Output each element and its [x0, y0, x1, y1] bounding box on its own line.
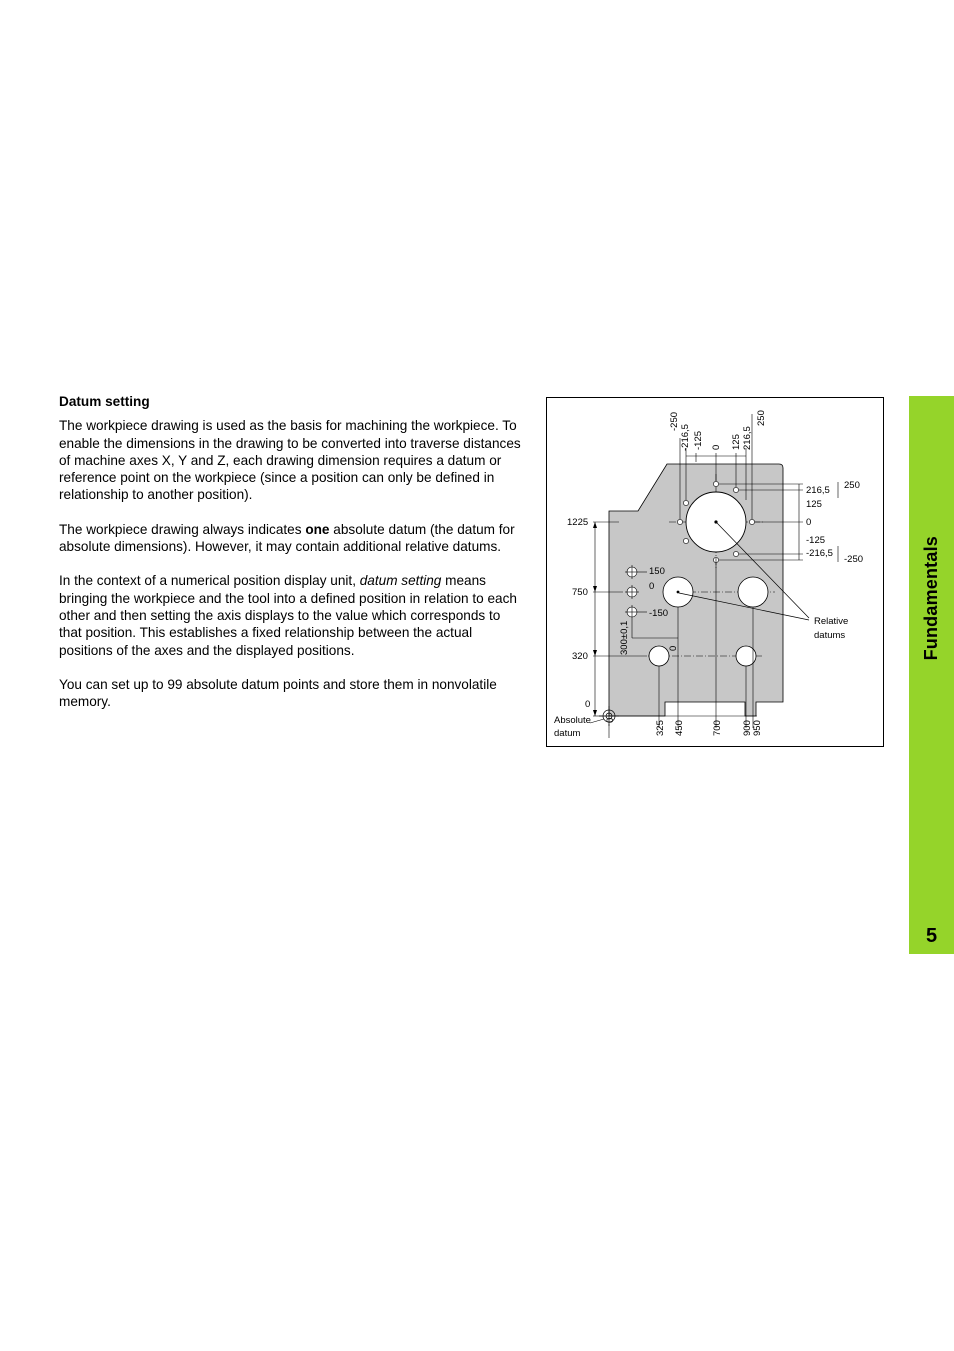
relative-datums-label-1: Relative	[814, 616, 849, 627]
top-label-m250: -250	[669, 411, 680, 431]
small-holes	[625, 565, 639, 619]
absolute-datum-label-2: datum	[554, 728, 581, 739]
x-label-950: 950	[752, 720, 763, 736]
paragraph-3-end: means bringing the workpiece and the tool into a defined position in relation to each other and then setting the axis displays to the value which corresponds to that position. This establishes a fixed relationship between the actual positions of the axes and the displayed positions.	[59, 573, 517, 658]
chapter-label: Fundamentals	[920, 536, 941, 661]
paragraph-2-start: The workpiece drawing always indicates	[59, 521, 306, 537]
x-label-900: 900	[742, 720, 753, 736]
y-label-320: 320	[572, 651, 588, 662]
y-label-0: 0	[585, 699, 591, 710]
right-label-p250: 250	[844, 480, 860, 491]
top-label-p250: 250	[756, 410, 767, 426]
body-text-column	[59, 393, 524, 727]
workpiece-drawing-figure	[546, 397, 884, 747]
right-label-m250: -250	[844, 554, 864, 565]
paragraph-2-bold: one	[305, 521, 330, 537]
y-label-1225: 1225	[567, 517, 589, 528]
x-label-0: 0	[605, 717, 616, 723]
small-label-m150: -150	[649, 608, 669, 619]
x-label-325: 325	[655, 720, 666, 736]
x-label-450: 450	[674, 720, 685, 736]
paragraph-2-end: absolute datum (the datum for absolute dimensions). However, it may contain additional relative datums.	[59, 521, 515, 555]
right-label-p125: 125	[806, 499, 822, 510]
paragraph-4: You can set up to 99 absolute datum points and store them in nonvolatile memory.	[59, 676, 497, 710]
top-label-m216: -216,5	[680, 424, 691, 451]
y-label-750: 750	[572, 587, 588, 598]
chapter-tab	[909, 396, 954, 954]
top-label-m125: -125	[693, 430, 704, 450]
right-label-p216: 216,5	[806, 485, 830, 496]
right-label-m125: -125	[806, 535, 826, 546]
right-label-0: 0	[806, 517, 812, 528]
right-label-m216: -216,5	[806, 548, 833, 559]
chapter-label-wrap	[909, 396, 954, 906]
small-label-150: 150	[649, 566, 665, 577]
workpiece-drawing	[547, 398, 885, 748]
small-label-tol: 300±0,1	[619, 620, 630, 655]
x-label-700: 700	[712, 720, 723, 736]
paragraph-3-start: In the context of a numerical position display unit,	[59, 573, 360, 589]
paragraph-1: The workpiece drawing is used as the basis for machining the workpiece. To enable the dimensions in the drawing to be converted into traverse distances of machine axes X, Y and Z, each drawing dimension requires a datum or reference point on the workpiece (since a position can only be defined in relationship to another position).	[59, 418, 521, 503]
top-label-p125: 125	[731, 434, 742, 450]
absolute-datum-label-1: Absolute	[554, 715, 591, 726]
paragraph-3	[59, 572, 524, 658]
top-label-0: 0	[711, 444, 722, 450]
section-heading: Datum setting	[59, 394, 150, 409]
small-label-0b: 0	[668, 645, 679, 651]
page-number: 5	[925, 925, 938, 947]
paragraph-3-italic: datum setting	[359, 573, 442, 589]
relative-datums-label-2: datums	[814, 630, 846, 641]
paragraph-2	[59, 521, 524, 556]
top-label-p216: 216,5	[742, 426, 753, 450]
small-label-0: 0	[649, 581, 655, 592]
